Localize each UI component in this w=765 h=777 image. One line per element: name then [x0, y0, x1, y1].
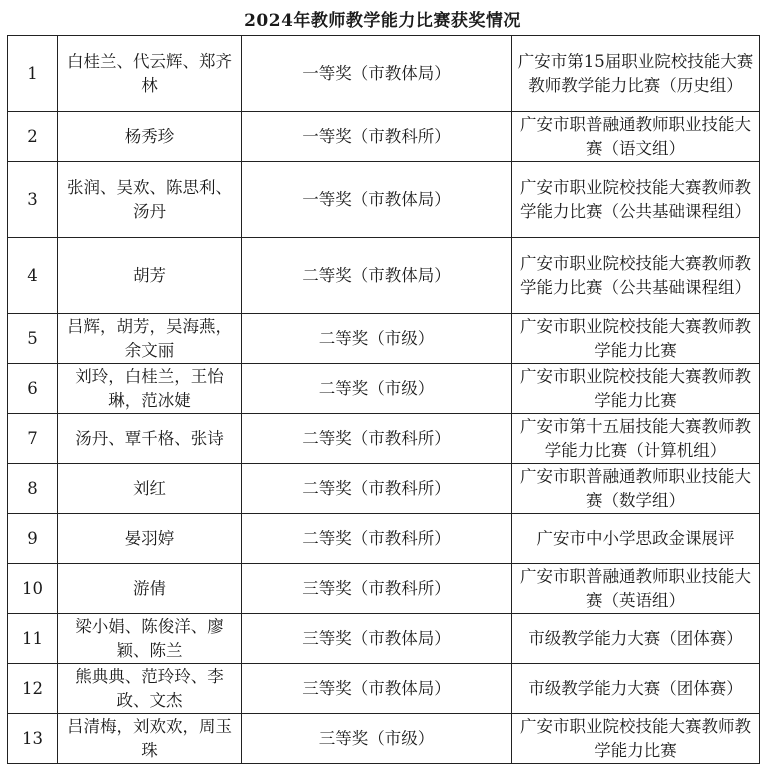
- table-row: [8, 112, 760, 162]
- winner-names: 吕辉，胡芳，吴海燕，余文丽: [58, 314, 242, 364]
- winner-names: 汤丹、覃千格、张诗: [58, 414, 242, 464]
- award-level: 二等奖（市级）: [242, 364, 512, 414]
- award-level: 一等奖（市教体局）: [242, 36, 512, 112]
- winner-names: 胡芳: [58, 238, 242, 314]
- contest-name: 广安市第15届职业院校技能大赛教师教学能力比赛（历史组）: [512, 36, 760, 112]
- row-number: 12: [8, 664, 58, 714]
- row-number: 9: [8, 514, 58, 564]
- table-row: [8, 414, 760, 464]
- row-number: 6: [8, 364, 58, 414]
- contest-name: 广安市职业院校技能大赛教师教学能力比赛（公共基础课程组）: [512, 162, 760, 238]
- winner-names: 张润、吴欢、陈思利、汤丹: [58, 162, 242, 238]
- contest-name: 广安市第十五届技能大赛教师教学能力比赛（计算机组）: [512, 414, 760, 464]
- table-row: [8, 36, 760, 112]
- contest-name: 广安市职业院校技能大赛教师教学能力比赛: [512, 714, 760, 764]
- contest-name: 广安市中小学思政金课展评: [512, 514, 760, 564]
- winner-names: 杨秀珍: [58, 112, 242, 162]
- award-level: 二等奖（市级）: [242, 314, 512, 364]
- winner-names: 刘红: [58, 464, 242, 514]
- contest-name: 广安市职业院校技能大赛教师教学能力比赛: [512, 364, 760, 414]
- winner-names: 晏羽婷: [58, 514, 242, 564]
- awards-table: [7, 35, 760, 764]
- row-number: 4: [8, 238, 58, 314]
- row-number: 10: [8, 564, 58, 614]
- row-number: 3: [8, 162, 58, 238]
- award-level: 三等奖（市级）: [242, 714, 512, 764]
- page-title: 2024年教师教学能力比赛获奖情况: [244, 11, 521, 31]
- winner-names: 游倩: [58, 564, 242, 614]
- award-level: 三等奖（市教科所）: [242, 564, 512, 614]
- table-row: [8, 314, 760, 364]
- award-level: 二等奖（市教科所）: [242, 464, 512, 514]
- table-row: [8, 238, 760, 314]
- contest-name: 广安市职业院校技能大赛教师教学能力比赛: [512, 314, 760, 364]
- row-number: 13: [8, 714, 58, 764]
- row-number: 7: [8, 414, 58, 464]
- winner-names: 梁小娟、陈俊洋、廖颖、陈兰: [58, 614, 242, 664]
- table-row: [8, 614, 760, 664]
- award-level: 一等奖（市教体局）: [242, 162, 512, 238]
- winner-names: 白桂兰、代云辉、郑齐林: [58, 36, 242, 112]
- contest-name: 广安市职普融通教师职业技能大赛（数学组）: [512, 464, 760, 514]
- table-row: [8, 664, 760, 714]
- award-level: 二等奖（市教科所）: [242, 414, 512, 464]
- contest-name: 市级教学能力大赛（团体赛）: [512, 614, 760, 664]
- award-level: 二等奖（市教科所）: [242, 514, 512, 564]
- contest-name: 广安市职普融通教师职业技能大赛（英语组）: [512, 564, 760, 614]
- table-row: [8, 714, 760, 764]
- row-number: 5: [8, 314, 58, 364]
- award-level: 三等奖（市教体局）: [242, 664, 512, 714]
- table-row: [8, 464, 760, 514]
- contest-name: 广安市职业院校技能大赛教师教学能力比赛（公共基础课程组）: [512, 238, 760, 314]
- table-row: [8, 564, 760, 614]
- contest-name: 市级教学能力大赛（团体赛）: [512, 664, 760, 714]
- table-row: [8, 364, 760, 414]
- award-level: 一等奖（市教科所）: [242, 112, 512, 162]
- award-level: 三等奖（市教体局）: [242, 614, 512, 664]
- row-number: 8: [8, 464, 58, 514]
- contest-name: 广安市职普融通教师职业技能大赛（语文组）: [512, 112, 760, 162]
- table-row: [8, 162, 760, 238]
- winner-names: 吕清梅，刘欢欢，周玉珠: [58, 714, 242, 764]
- award-level: 二等奖（市教体局）: [242, 238, 512, 314]
- winner-names: 刘玲，白桂兰，王怡琳，范冰婕: [58, 364, 242, 414]
- winner-names: 熊典典、范玲玲、李政、文杰: [58, 664, 242, 714]
- row-number: 11: [8, 614, 58, 664]
- row-number: 1: [8, 36, 58, 112]
- table-row: [8, 514, 760, 564]
- row-number: 2: [8, 112, 58, 162]
